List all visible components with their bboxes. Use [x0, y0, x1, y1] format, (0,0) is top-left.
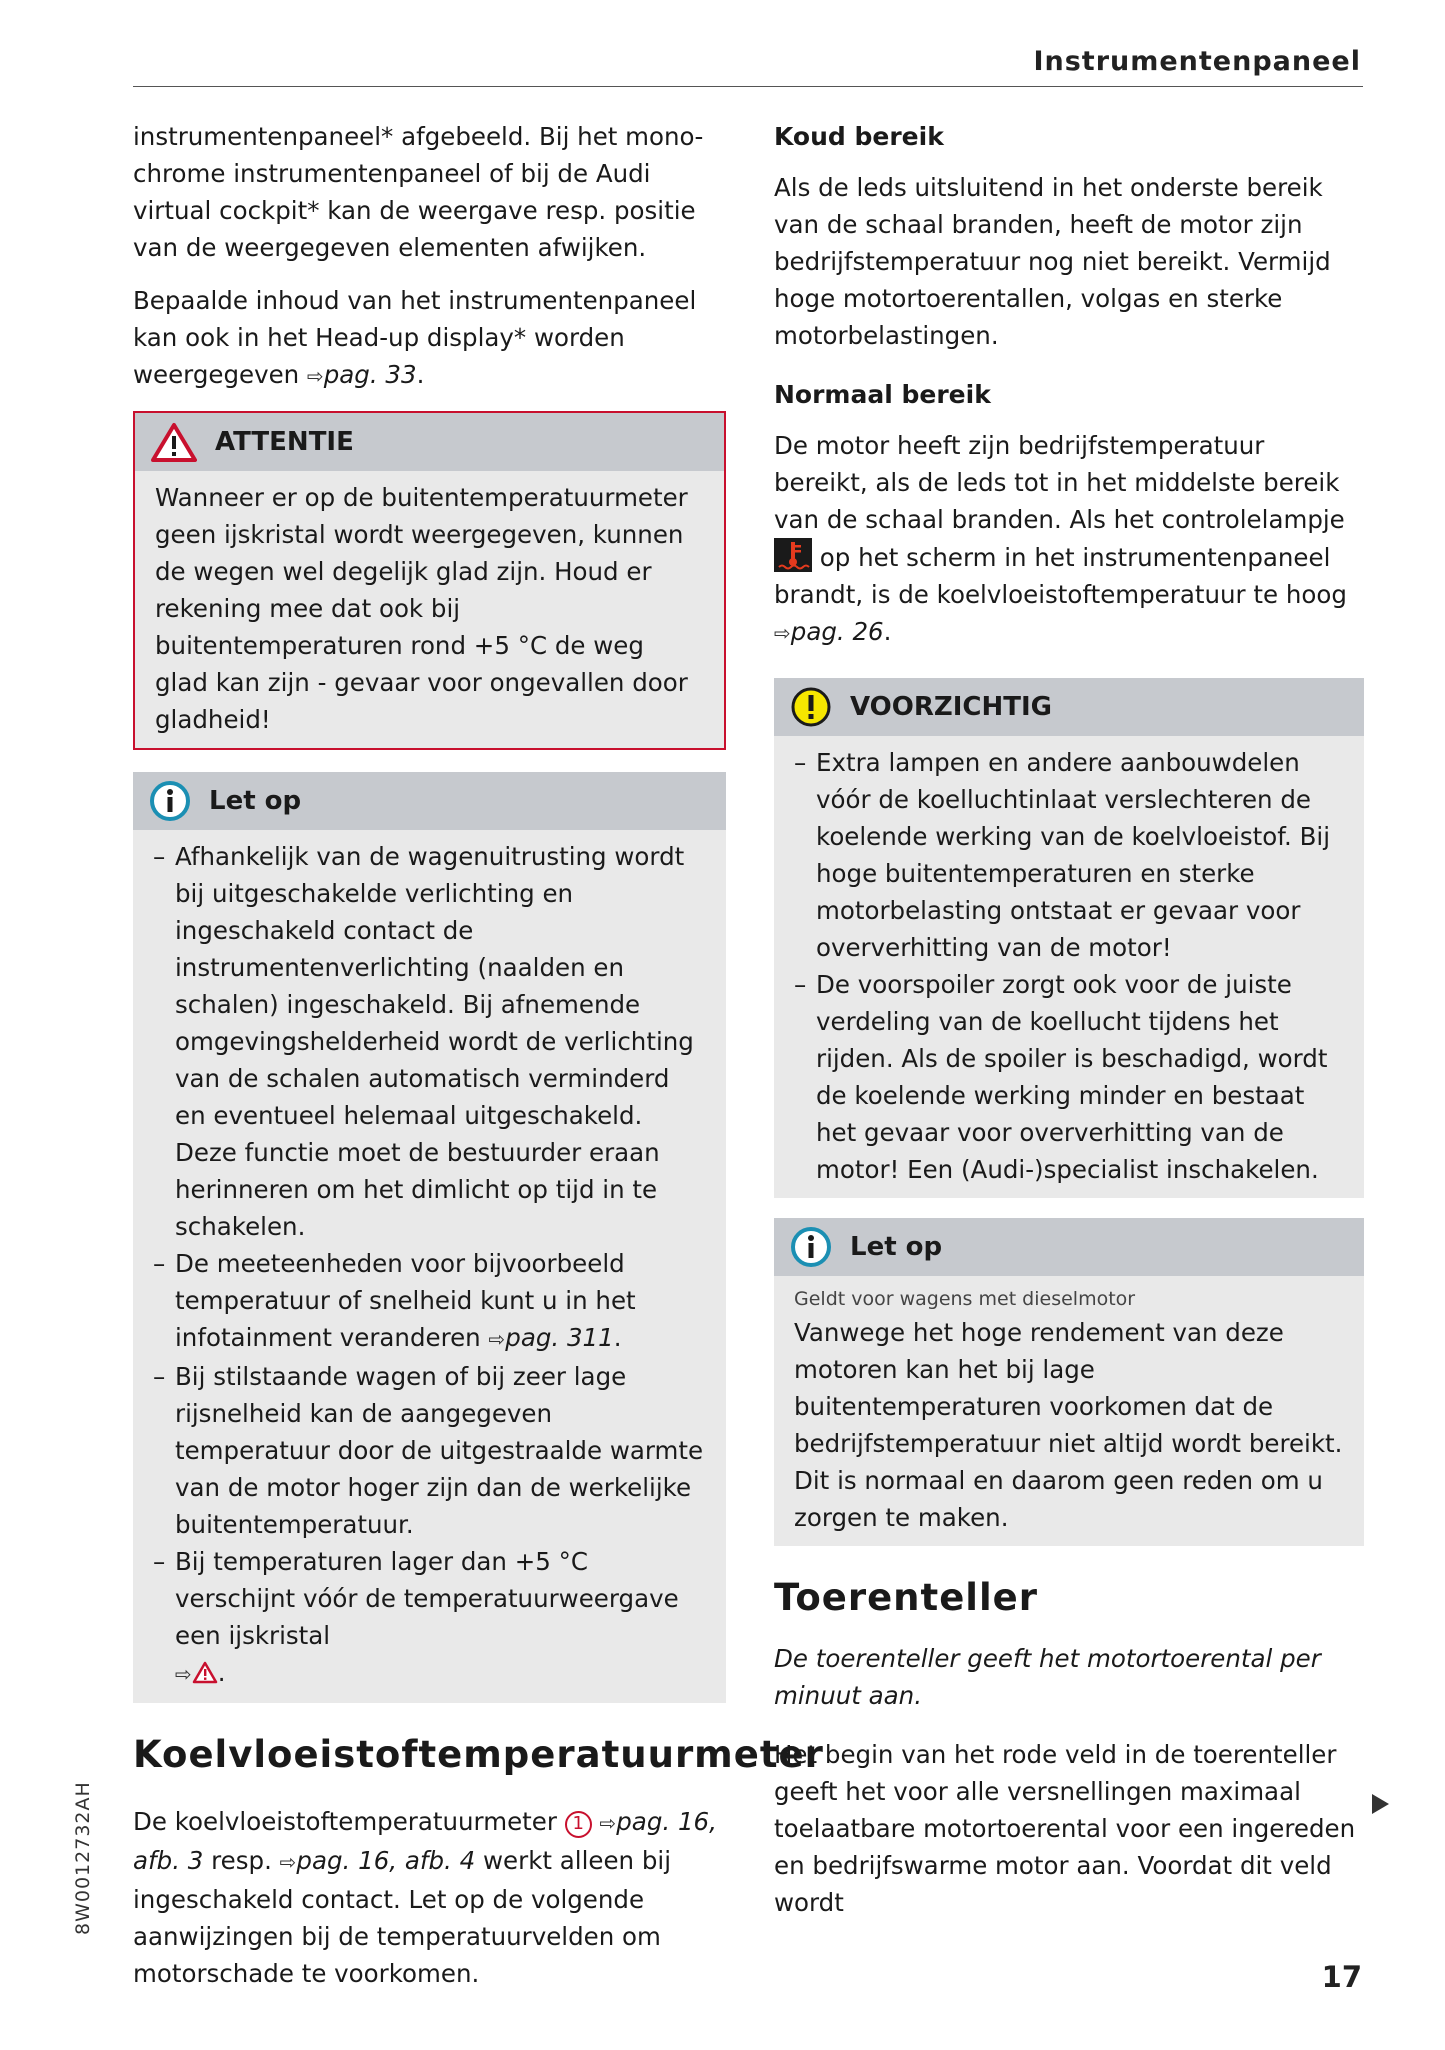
letop-diesel-box [774, 1218, 1364, 1546]
attentie-header [135, 413, 724, 471]
subheading-normal-range: Normaal bereik [774, 380, 991, 409]
list-item: – Bij stilstaande wagen of bij zeer lage rijsnelheid kan de aangegeven temperatuur door de uitgestraalde warmte van de motor hoger zijn dan de werkelijke buitentemperatuur. [153, 1358, 706, 1543]
attentie-box [133, 411, 726, 750]
voorzichtig-header [774, 678, 1364, 736]
list-item: – Afhankelijk van de wagenuitrusting wordt bij uitgeschakelde verlichting en ingeschakeld contact de instrumentenverlichting (naalden en schalen) ingeschakeld. Bij afnemende omgevingshelderheid wordt de verlichting van de schalen automatisch verminderd en eventueel helemaal uitgeschakeld. Deze functie moet de bestuurder eraan herinneren om het dimlicht op tijd in te schakelen. [153, 838, 706, 1245]
paragraph-coolant-meter: De koelvloeistoftemperatuurmeter 1 ⇨pag. 16, afb. 3 resp. ⇨pag. 16, afb. 4 werkt alleen bij ingeschakeld contact. Let op de volgende aanwijzingen bij de temperatuurvelden om motorschade te voorkomen. [133, 1807, 717, 1988]
xref-link[interactable]: pag. 16, afb. 3 [133, 1807, 717, 1875]
letop-diesel-text: Vanwege het hoge rendement van deze motoren kan het bij lage buitentemperaturen voorkomen dat de bedrijfstemperatuur niet altijd wordt bereikt. Dit is normaal en daarom geen reden om u zorgen te maken. [794, 1318, 1343, 1532]
xref-link[interactable]: pag. 26 [790, 617, 884, 646]
voorzichtig-title: VOORZICHTIG [850, 692, 1053, 722]
voorzichtig-list [794, 744, 1344, 1188]
letop-diesel-title: Let op [850, 1232, 943, 1262]
xref-arrow-icon: ⇨ [306, 364, 324, 388]
left-column [133, 118, 824, 1992]
voorzichtig-box [774, 678, 1364, 1198]
section-intro-tachometer: De toerenteller geeft het motortoerental per minuut aan. [774, 1644, 1321, 1710]
letop-diesel-header [774, 1218, 1364, 1276]
letop-diesel-body [774, 1276, 1364, 1546]
xref-arrow-icon: ⇨ [279, 1850, 297, 1874]
letop-list [153, 838, 706, 1693]
list-item: – Extra lampen en andere aanbouwdelen vóór de koelluchtinlaat verslechteren de koelende werking van de koelvloeistof. Bij hoge buitentemperaturen en sterke motorbelasting ontstaat er gevaar voor oververhitting van de motor! [794, 744, 1344, 966]
warning-triangle-icon[interactable] [192, 1661, 218, 1684]
page-number: 17 [1321, 1960, 1362, 1994]
xref-arrow-icon: ⇨ [599, 1811, 617, 1835]
letop-header [133, 772, 726, 830]
paragraph-head-up: Bepaalde inhoud van het instrumentenpaneel kan ook in het Head-up display* worden weergegeven ⇨pag. 33. [133, 286, 697, 389]
caution-exclamation-icon [790, 686, 832, 728]
section-heading-coolant: Koelvloeistoftemperatuurmeter [133, 1733, 824, 1776]
paragraph-intro-continued: instrumentenpaneel* afgebeeld. Bij het monochrome instrumentenpaneel of bij de Audi virtual cockpit* kan de weergave resp. positie van de weergegeven elementen afwijken. [133, 122, 704, 262]
letop-body [133, 830, 726, 1703]
coolant-temperature-lamp-icon [774, 538, 812, 572]
list-item: – De meeteenheden voor bijvoorbeeld temperatuur of snelheid kunt u in het infotainment veranderen ⇨pag. 311. [153, 1245, 706, 1358]
header-rule [133, 86, 1363, 87]
list-item: – Bij temperaturen lager dan +5 °C verschijnt vóór de temperatuurweergave een ijskristal ⇨ . [153, 1543, 706, 1693]
xref-link[interactable]: pag. 311 [505, 1323, 614, 1352]
paragraph-tachometer: Het begin van het rode veld in de toerenteller geeft het voor alle versnellingen maximaal toelaatbare motortoerental voor een ingereden en bedrijfswarme motor aan. Voordat dit veld wordt [774, 1740, 1356, 1917]
attentie-text: Wanneer er op de buitentemperatuurmeter geen ijskristal wordt weergegeven, kunnen de wegen wel degelijk glad zijn. Houd er rekening mee dat ook bij buitentemperaturen rond +5 °C de weg glad kan zijn - gevaar voor ongevallen door gladheid! [155, 483, 688, 734]
continue-arrow-icon [1372, 1794, 1389, 1814]
paragraph-cold-range: Als de leds uitsluitend in het onderste bereik van de schaal branden, heeft de motor zijn bedrijfstemperatuur nog niet bereikt. Vermijd hoge motortoerentallen, volgas en sterke motorbelastingen. [774, 173, 1331, 350]
list-item: – De voorspoiler zorgt ook voor de juiste verdeling van de koellucht tijdens het rijden. Als de spoiler is beschadigd, wordt de koelende werking minder en bestaat het gevaar voor oververhitting van de motor! Een (Audi-)specialist inschakelen. [794, 966, 1344, 1188]
attentie-title: ATTENTIE [215, 427, 354, 457]
letop-box [133, 772, 726, 1703]
xref-link[interactable]: pag. 16, afb. 4 [296, 1846, 476, 1875]
running-header-title: Instrumentenpaneel [1033, 46, 1361, 77]
section-heading-tachometer: Toerenteller [774, 1576, 1039, 1619]
xref-arrow-icon: ⇨ [175, 1662, 192, 1686]
right-column [774, 118, 1364, 1921]
paragraph-normal-range: De motor heeft zijn bedrijfstemperatuur bereikt, als de leds tot in het middelste bereik van de schaal branden. Als het controlelampje op het scherm in het instrumentenpaneel brandt, is de koelvloeistoftemperatuur te hoog ⇨pag. 26. [774, 431, 1347, 646]
subheading-cold-range: Koud bereik [774, 122, 944, 151]
letop-title: Let op [209, 786, 302, 816]
document-code: 8W0012732AH [72, 1781, 94, 1935]
voorzichtig-body [774, 736, 1364, 1198]
info-circle-icon [149, 780, 191, 822]
xref-arrow-icon: ⇨ [774, 621, 791, 645]
applicability-note: Geldt voor wagens met dieselmotor [794, 1288, 1136, 1310]
xref-arrow-icon: ⇨ [488, 1327, 506, 1351]
callout-number-icon: 1 [565, 1811, 592, 1838]
info-circle-icon [790, 1226, 832, 1268]
attentie-body [135, 471, 724, 748]
warning-triangle-icon [151, 422, 197, 462]
xref-link[interactable]: pag. 33 [323, 360, 417, 389]
